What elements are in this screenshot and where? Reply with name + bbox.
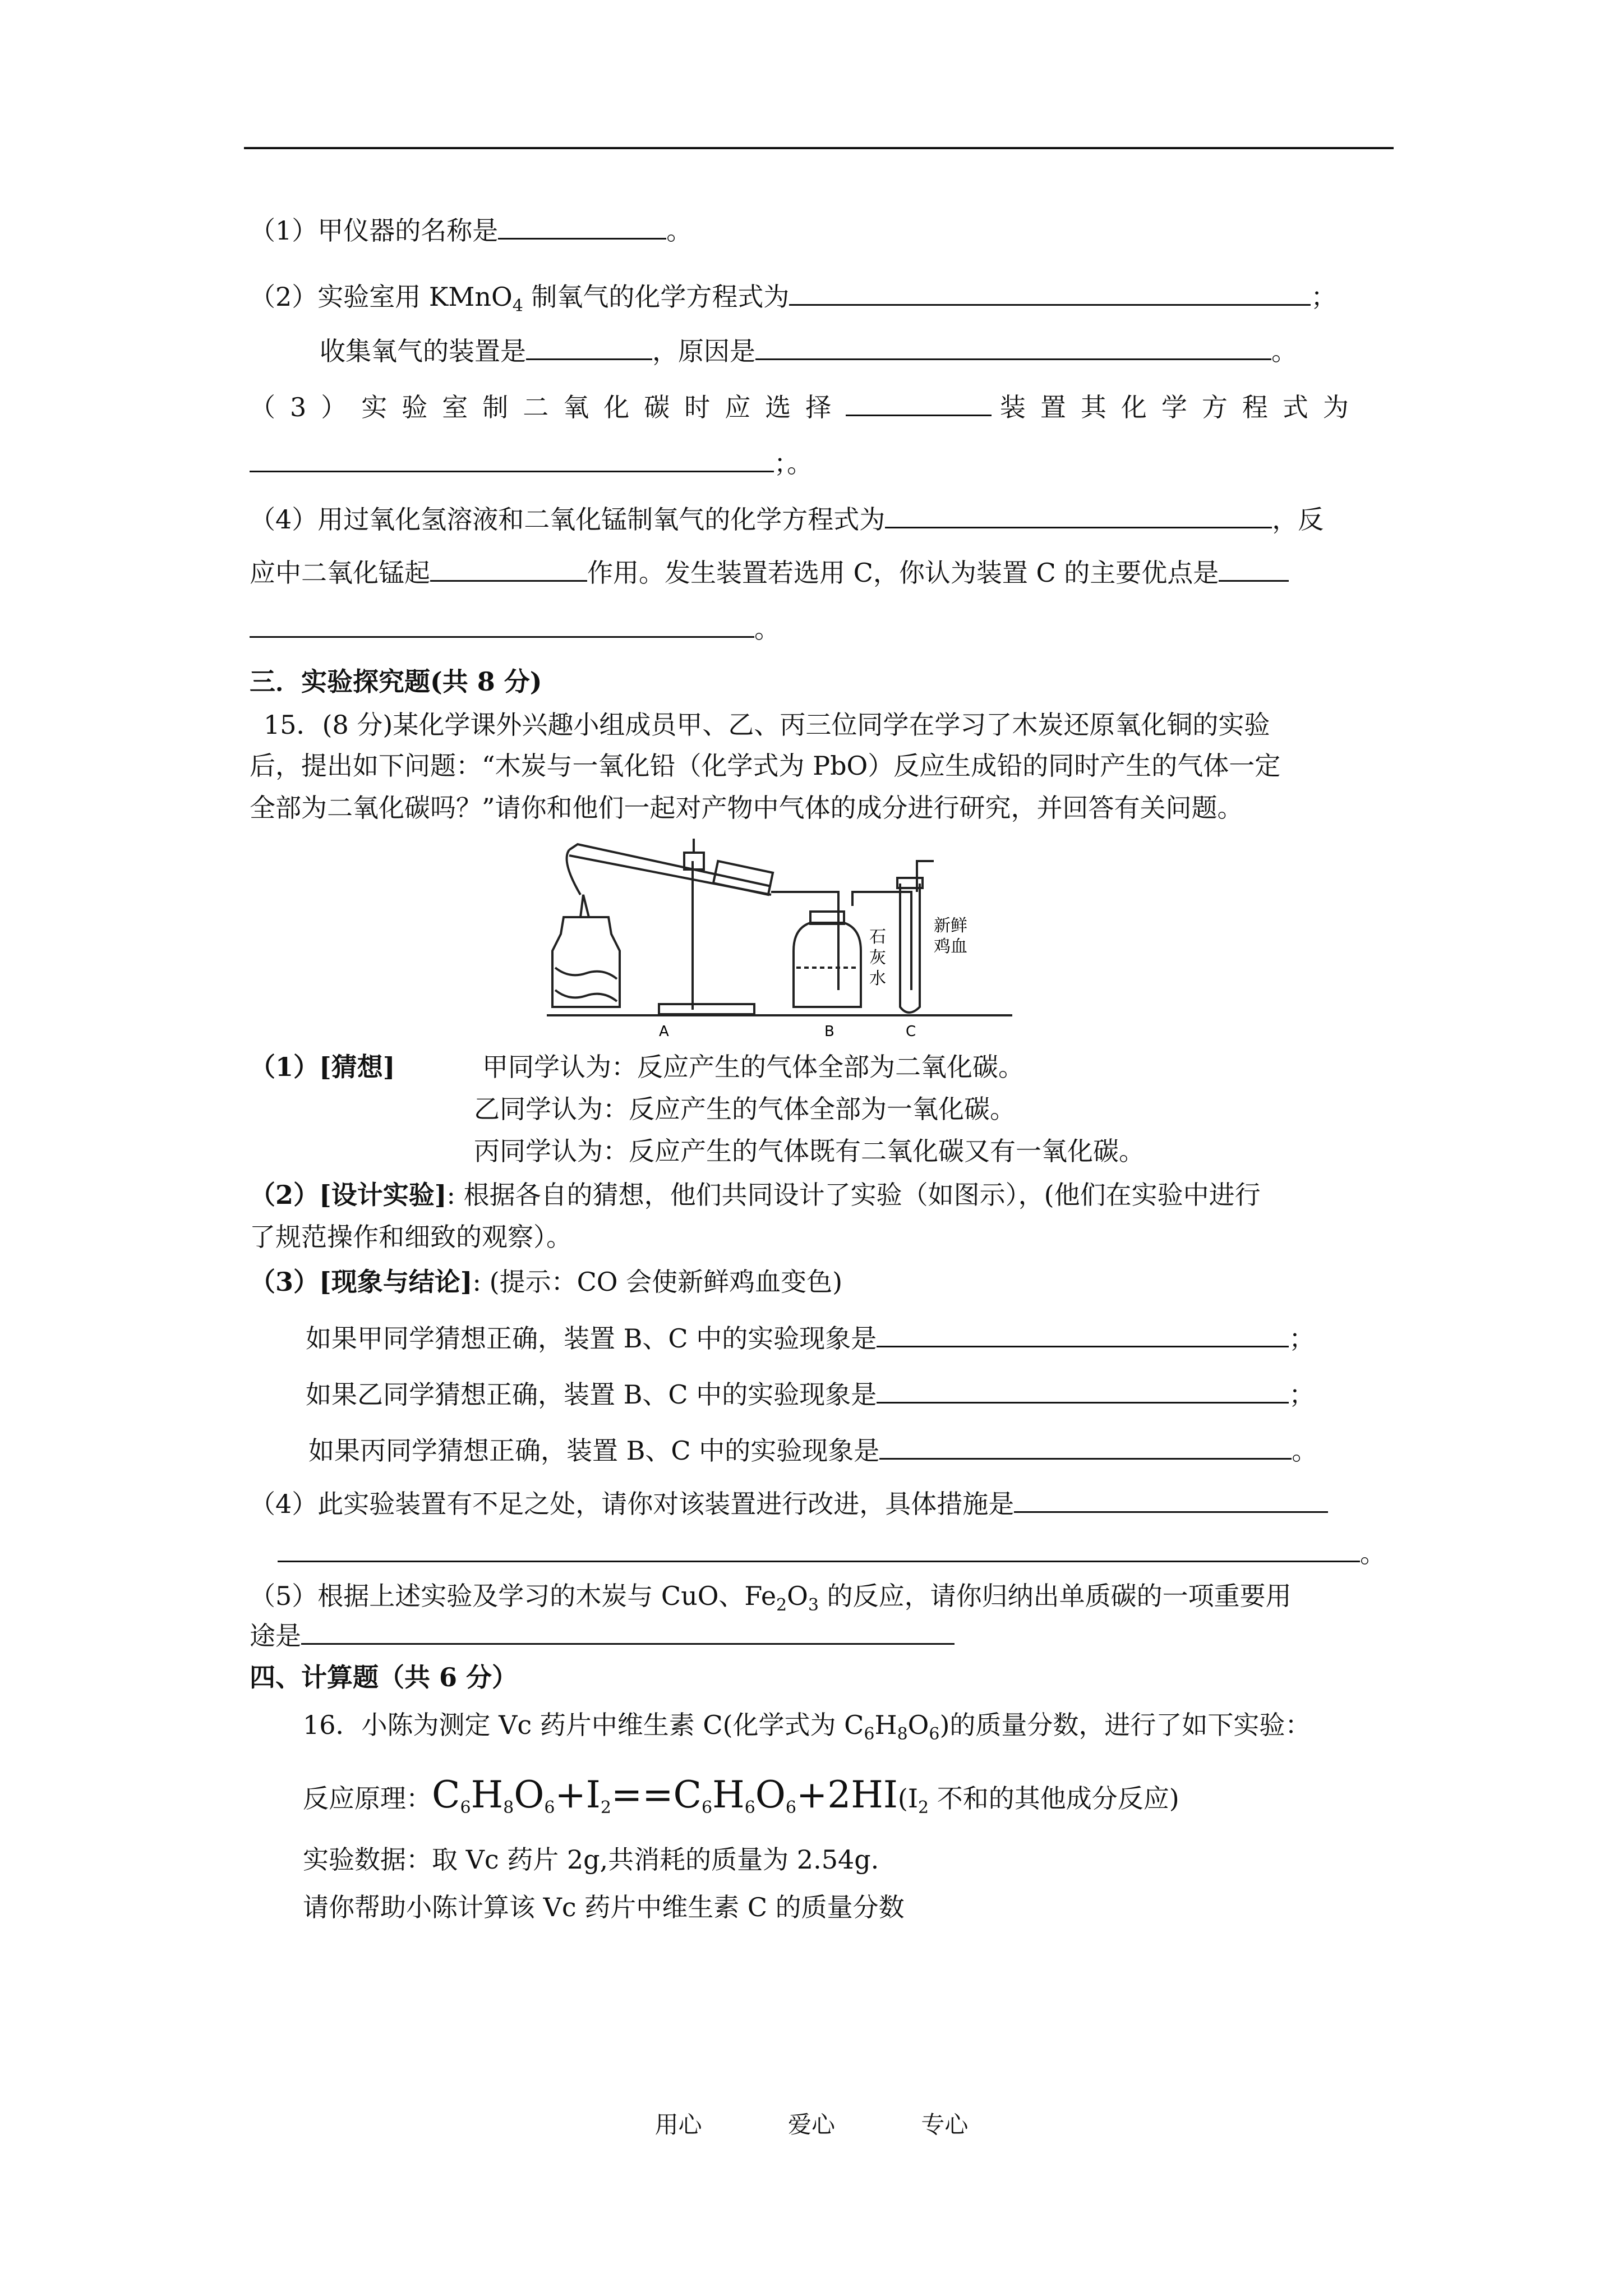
result-2 (306, 1377, 1315, 1411)
answer-blank (755, 334, 1271, 360)
label-a: A (659, 1023, 669, 1040)
punct: ； (1311, 282, 1337, 312)
question-2b-text: 收集氧气的装置是 (320, 336, 526, 366)
answer-blank (789, 279, 1311, 306)
guess-2: 乙同学认为：反应产生的气体全部为一氧化碳。 (474, 1094, 1016, 1124)
bottle-b (794, 923, 861, 1007)
section-3-heading: 三．实验探究题(共 8 分) (250, 666, 542, 697)
footer-word-2: 爱心 (787, 2111, 835, 2138)
subscript: 2 (776, 1595, 787, 1615)
design-line-2: 了规范操作和细致的观察）。 (250, 1222, 572, 1252)
label-limewater-1: 石 (869, 927, 886, 947)
answer-blank (846, 390, 992, 416)
result-3 (308, 1433, 1317, 1467)
equation: $C_6H_8O_6+I_2==C_6H_6O_6+2HI$ (432, 1773, 898, 1818)
punct: ；。 (774, 448, 813, 478)
label-c: C (906, 1023, 916, 1040)
q16-text-c: O (907, 1710, 929, 1740)
punct: 。 (1271, 336, 1297, 366)
label-limewater-3: 水 (869, 969, 886, 988)
improve-text: （4）此实验装置有不足之处，请你对该装置进行改进，具体措施是 (250, 1489, 1015, 1519)
question-1-text: （1）甲仪器的名称是 (250, 215, 499, 246)
question-3a-text: （3）实验室制二氧化碳时应选择 (250, 392, 846, 422)
result-1 (306, 1321, 1315, 1355)
question-2a-tail: 制氧气的化学方程式为 (523, 282, 790, 312)
design-line-1 (250, 1178, 1261, 1212)
question-4a-text: （4）用过氧化氢溶液和二氧化锰制氧气的化学方程式为 (250, 504, 886, 535)
q16-line (303, 1708, 1311, 1751)
question-1 (250, 213, 692, 247)
question-2a-text: （2）实验室用 KMnO (250, 282, 513, 312)
answer-blank (430, 555, 587, 582)
guess-label: （1）[猜想] (250, 1052, 395, 1082)
label-limewater-2: 灰 (869, 948, 886, 968)
punct: ； (1289, 1323, 1315, 1354)
improve-line-1 (250, 1487, 1328, 1521)
calculation-prompt: 请你帮助小陈计算该 Vc 药片中维生素 C 的质量分数 (303, 1892, 905, 1922)
principle-label: 反应原理： (303, 1783, 432, 1814)
use-line-2 (250, 1618, 955, 1653)
result-3-text: 如果丙同学猜想正确，装置 B、C 中的实验现象是 (308, 1435, 880, 1466)
label-b: B (824, 1023, 834, 1040)
label-blood-2: 鸡血 (934, 937, 967, 956)
experiment-data: 实验数据：取 Vc 药片 2g,共消耗的质量为 2.54g. (303, 1844, 879, 1875)
header-rule (244, 147, 1394, 149)
punct: 。 (1360, 1538, 1386, 1568)
footer-word-3: 专心 (921, 2111, 969, 2138)
punct: ； (1289, 1379, 1315, 1410)
answer-blank (250, 611, 754, 638)
guess-1: 甲同学认为：反应产生的气体全部为二氧化碳。 (482, 1052, 1024, 1082)
answer-blank (301, 1618, 955, 1645)
question-3a-mid: 装置其化学方程式为 (999, 392, 1363, 422)
use-text-b: O (787, 1581, 808, 1611)
answer-blank (1014, 1487, 1328, 1513)
section-4-heading: 四、计算题（共 6 分） (250, 1662, 518, 1692)
subscript: 3 (808, 1595, 819, 1615)
use-text-2: 途是 (250, 1621, 301, 1651)
label-blood-1: 新鲜 (934, 916, 967, 936)
improve-line-2 (278, 1536, 1386, 1570)
question-4c (250, 611, 780, 646)
question-3a (250, 390, 1363, 424)
guess-row-1 (250, 1050, 395, 1084)
question-4a-end: ，反 (1272, 504, 1324, 535)
question-2b-mid: ，原因是 (652, 336, 755, 366)
answer-blank (526, 334, 652, 360)
answer-blank (879, 1433, 1292, 1460)
reaction-principle (303, 1773, 1179, 1830)
question-2a (250, 279, 1336, 323)
page-footer (0, 2106, 1623, 2140)
q15-intro-line-2: 后，提出如下问题：“木炭与一氧化铅（化学式为 PbO）反应生成铅的同时产生的气体一定 (250, 751, 1281, 781)
punct: 。 (754, 614, 780, 644)
q15-intro-line-3: 全部为二氧化碳吗？”请你和他们一起对产物中气体的成分进行研究，并回答有关问题。 (250, 793, 1243, 823)
design-text: : 根据各自的猜想，他们共同设计了实验（如图示），(他们在实验中进行 (446, 1180, 1261, 1210)
result-label: （3）[现象与结论] (250, 1267, 473, 1297)
result-hint: : (提示：CO 会使新鲜鸡血变色) (472, 1267, 843, 1297)
tube-c (900, 884, 920, 1013)
subscript: 4 (512, 296, 523, 316)
answer-blank (278, 1536, 1360, 1562)
subscript: 8 (897, 1724, 908, 1744)
use-line-1 (250, 1579, 1292, 1622)
question-4b (250, 555, 1289, 590)
subscript: 6 (864, 1724, 875, 1744)
question-4b-mid: 作用。发生装置若选用 C，你认为装置 C 的主要优点是 (587, 558, 1219, 588)
q15-intro-line-1: 15．(8 分)某化学课外兴趣小组成员甲、乙、丙三位同学在学习了木炭还原氧化铜的实验 (264, 710, 1270, 740)
q16-text-b: H (874, 1710, 897, 1740)
result-1-text: 如果甲同学猜想正确，装置 B、C 中的实验现象是 (306, 1323, 877, 1354)
guess-3: 丙同学认为：反应产生的气体既有二氧化碳又有一氧化碳。 (474, 1136, 1145, 1166)
question-2b (320, 334, 1297, 368)
punct: 。 (1292, 1435, 1318, 1466)
apparatus-figure (547, 839, 1012, 1043)
question-4a (250, 502, 1324, 536)
punct: 。 (666, 215, 693, 246)
subscript: 6 (929, 1724, 940, 1744)
q16-text-d: )的质量分数，进行了如下实验： (939, 1710, 1311, 1740)
footer-word-1: 用心 (654, 2111, 702, 2138)
answer-blank (498, 213, 666, 240)
question-4b-text: 应中二氧化锰起 (250, 558, 430, 588)
result-2-text: 如果乙同学猜想正确，装置 B、C 中的实验现象是 (306, 1379, 877, 1410)
answer-blank (250, 446, 774, 472)
q16-text-a: 16．小陈为测定 Vc 药片中维生素 C(化学式为 C (303, 1710, 864, 1740)
answer-blank (885, 502, 1272, 528)
answer-blank (877, 1321, 1289, 1347)
answer-blank (877, 1377, 1289, 1404)
question-3b (250, 446, 813, 480)
use-text-a: （5）根据上述实验及学习的木炭与 CuO、Fe (250, 1581, 777, 1611)
design-label: （2）[设计实验] (250, 1180, 447, 1210)
answer-blank (1219, 555, 1289, 582)
equation-note: ($I_2$ 不和的其他成分反应) (897, 1783, 1179, 1818)
use-text-c: 的反应，请你归纳出单质碳的一项重要用 (818, 1581, 1292, 1611)
result-heading (250, 1265, 842, 1299)
